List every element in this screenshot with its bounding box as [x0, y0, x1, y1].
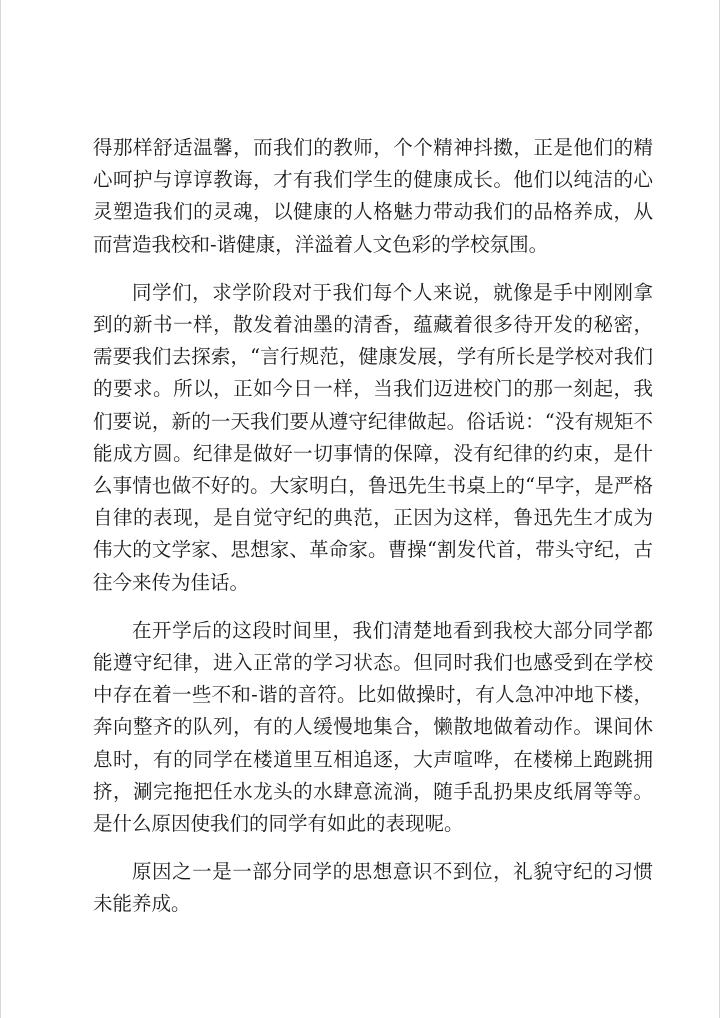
document-body: [93, 132, 653, 937]
paragraph-reason-one: 原因之一是一部分同学的思想意识不到位，礼貌守纪的习惯未能养成。: [93, 860, 653, 916]
paragraph-continuation: 得那样舒适温馨，而我们的教师，个个精神抖擞，正是他们的精心呵护与谆谆教诲，才有我们学生的健康成长。他们以纯洁的心灵塑造我们的灵魂，以健康的人格魅力带动我们的品格养成，从而营造我校和-谐健康，洋溢着人文色彩的学校氛围。: [93, 136, 653, 256]
paragraph-study-stage: 同学们，求学阶段对于我们每个人来说，就像是手中刚刚拿到的新书一样，散发着油墨的清香，蕴藏着很多待开发的秘密，需要我们去探索，“言行规范，健康发展，学有所长是学校对我们的要求。所以，正如今日一样，当我们迈进校门的那一刻起，我们要说，新的一天我们要从遵守纪律做起。俗话说：“没有规矩不能成方圆。纪律是做好一切事情的保障，没有纪律的约束，是什么事情也做不好的。大家明白，鲁迅先生书桌上的“早字，是严格自律的表现，是自觉守纪的典范，正因为这样，鲁迅先生才成为伟大的文学家、思想家、革命家。曹操“割发代首，带头守纪，古往今来传为佳话。: [93, 280, 653, 594]
paragraph-after-school-start: 在开学后的这段时间里，我们清楚地看到我校大部分同学都能遵守纪律，进入正常的学习状态。但同时我们也感受到在学校中存在着一些不和-谐的音符。比如做操时，有人急冲冲地下楼，奔向整齐的队列，有的人缓慢地集合，懒散地做着动作。课间休息时，有的同学在楼道里互相追逐，大声喧哗，在楼梯上跑跳拥挤，涮完拖把任水龙头的水肆意流淌，随手乱扔果皮纸屑等等。是什么原因使我们的同学有如此的表现呢。: [93, 618, 653, 836]
